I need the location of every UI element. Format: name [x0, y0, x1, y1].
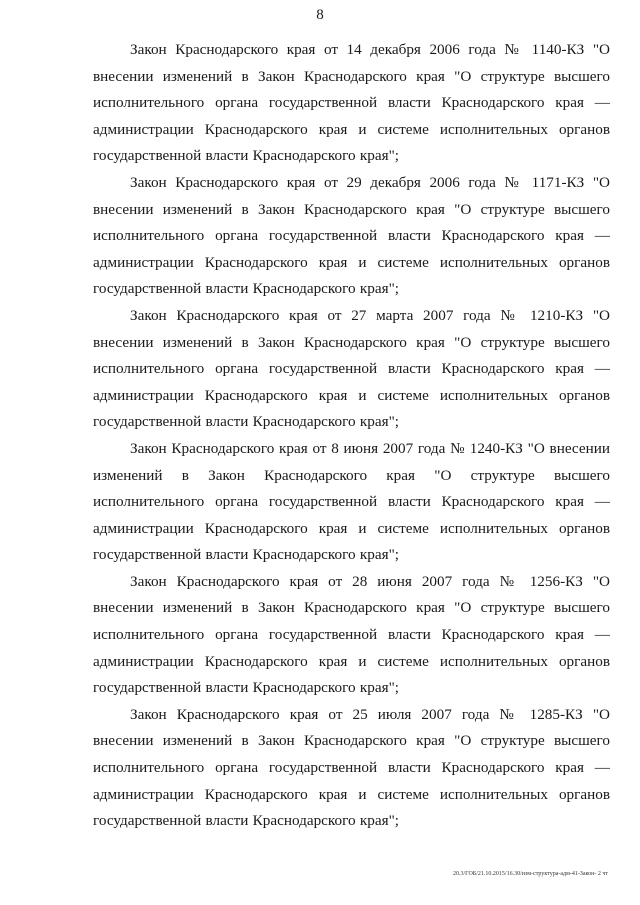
law-paragraph-2: Закон Краснодарского края от 29 декабря 2006 года № 1171-КЗ "О внесении изменений в Закон Краснодарского края "О структуре высшего исполнительного органа государственной власти Краснодарского края — администрации Краснодарского края и системе исполнительных органов государственной власти Краснодарского края"; [93, 173, 610, 298]
footer-file-code: 20.3/ГОБ/21.10.2015/16.30/изм-структура-адм-41-Закон- 2 чт [452, 871, 608, 877]
law-paragraph-6: Закон Краснодарского края от 25 июля 2007 года № 1285-КЗ "О внесении изменений в Закон Краснодарского края "О структуре высшего исполнительного органа государственной власти Краснодарского края — администрации Краснодарского края и системе исполнительных органов государственной власти Краснодарского края"; [93, 705, 610, 830]
law-paragraph-3: Закон Краснодарского края от 27 марта 2007 года № 1210-КЗ "О внесении изменений в Закон Краснодарского края "О структуре высшего исполнительного органа государственной власти Краснодарского края — администрации Краснодарского края и системе исполнительных органов государственной власти Краснодарского края"; [93, 306, 610, 431]
document-body [93, 37, 610, 835]
law-paragraph-4: Закон Краснодарского края от 8 июня 2007 года № 1240-КЗ "О внесении изменений в Закон Краснодарского края "О структуре высшего исполнительного органа государственной власти Краснодарского края — администрации Краснодарского края и системе исполнительных органов государственной власти Краснодарского края"; [93, 439, 610, 564]
law-paragraph-5: Закон Краснодарского края от 28 июня 2007 года № 1256-КЗ "О внесении изменений в Закон Краснодарского края "О структуре высшего исполнительного органа государственной власти Краснодарского края — администрации Краснодарского края и системе исполнительных органов государственной власти Краснодарского края"; [93, 572, 610, 697]
law-paragraph-1: Закон Краснодарского края от 14 декабря 2006 года № 1140-КЗ "О внесении изменений в Закон Краснодарского края "О структуре высшего исполнительного органа государственной власти Краснодарского края — администрации Краснодарского края и системе исполнительных органов государственной власти Краснодарского края"; [93, 41, 610, 165]
page-number: 8 [316, 7, 324, 23]
